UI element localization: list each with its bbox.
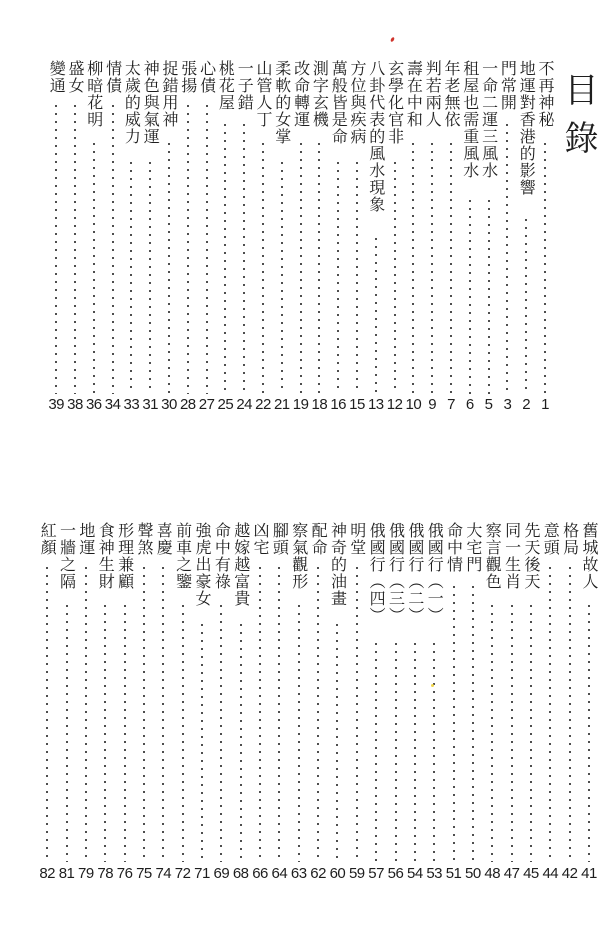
dot-leader [278,564,280,862]
toc-entry-title: 俄國行（二） [405,522,425,624]
toc-entry-title: 喜慶 [154,522,174,556]
dot-leader [259,564,261,862]
toc-entry[interactable] [292,60,310,415]
dot-leader [356,159,358,394]
dot-leader [162,564,164,862]
toc-entry-page-number: 66 [252,865,268,882]
toc-entry[interactable] [179,60,197,415]
dot-leader [375,640,377,862]
dot-leader [243,121,245,394]
toc-entry-page-number: 42 [561,865,578,882]
toc-entry[interactable] [445,522,463,884]
toc-entry-page-number: 27 [198,396,215,413]
toc-entry[interactable] [58,522,76,884]
toc-entry[interactable] [116,522,134,884]
toc-entry[interactable] [96,522,114,884]
toc-entry[interactable] [104,60,122,415]
dot-leader [224,121,226,394]
toc-entry-page-number: 50 [465,865,481,882]
toc-entry-page-number: 5 [484,396,493,413]
dot-leader [143,564,145,862]
toc-entry-title: 八卦代表的風水現象 [366,60,386,213]
toc-entry-page-number: 48 [484,865,501,882]
toc-entry-title: 察氣觀形 [289,522,309,590]
toc-entry-title: 壽在中和 [404,60,424,128]
toc-entry-title: 一命二運三風水 [479,60,499,179]
toc-entry-page-number: 10 [405,396,422,413]
toc-entry-title: 俄國行（三） [386,522,406,624]
toc-entry-title: 情債 [103,60,123,94]
toc-entry[interactable] [348,60,366,415]
dot-leader [46,564,48,862]
dot-leader [356,564,358,862]
toc-entry-page-number: 81 [58,865,75,882]
toc-entry-title: 明堂 [347,522,367,556]
dot-leader [336,621,338,862]
toc-entry[interactable] [387,522,405,884]
toc-entry-page-number: 22 [255,396,271,413]
toc-entry-title: 盛女 [66,60,85,94]
dot-leader [433,640,435,862]
toc-entry-page-number: 18 [311,396,328,413]
toc-entry-title: 聲煞 [134,522,154,556]
toc-entry-page-number: 15 [349,396,365,413]
toc-entry-page-number: 56 [387,865,404,882]
toc-entry-page-number: 39 [48,396,65,413]
red-ink-speck [390,37,395,43]
toc-entry-page-number: 60 [329,865,346,882]
toc-entry-page-number: 31 [142,396,159,413]
toc-entry-title: 方位與疾病 [348,60,367,145]
toc-entry-page-number: 21 [273,396,290,413]
toc-entry-page-number: 3 [503,396,512,413]
toc-entry[interactable] [329,60,347,415]
dot-leader [240,621,242,862]
toc-entry-title: 門常開 [498,60,518,111]
toc-entry-title: 桃花屋 [216,60,236,111]
dot-leader [168,140,170,394]
toc-entry-title: 配命 [309,522,329,556]
toc-entry-title: 租屋也需重風水 [460,60,480,179]
toc-entry-page-number: 19 [292,396,309,413]
toc-entry-page-number: 30 [161,396,177,413]
toc-entry[interactable] [254,60,272,415]
dot-leader [530,602,532,862]
toc-entry-page-number: 57 [368,865,384,882]
toc-entry[interactable] [503,522,521,884]
toc-entry[interactable] [216,60,234,415]
toc-entry-page-number: 72 [174,865,191,882]
toc-entry[interactable] [461,60,479,415]
toc-entry[interactable] [498,60,516,415]
dot-leader [66,602,68,862]
toc-entry-title: 萬般皆是命 [329,60,349,145]
toc-entry[interactable] [367,60,385,415]
toc-entry-title: 同一生肖 [502,522,522,590]
toc-entry-page-number: 41 [581,865,597,882]
toc-entry-title: 神色與氣運 [141,60,161,145]
toc-entry-title: 改命轉運 [291,60,311,128]
toc-entry[interactable] [174,522,192,884]
toc-entry[interactable] [423,60,441,415]
dot-leader [298,602,300,862]
dot-leader [281,159,283,394]
toc-entry-title: 越嫁越富貴 [231,522,251,607]
dot-leader [262,140,264,394]
toc-entry-title: 張揚 [178,60,198,94]
toc-entry[interactable] [154,522,172,884]
toc-entry-page-number: 6 [465,396,474,413]
toc-entry-page-number: 79 [78,865,94,882]
toc-entry-title: 判若兩人 [423,60,443,128]
dot-leader [450,140,452,394]
dot-leader [187,102,189,394]
toc-entry-page-number: 7 [447,396,455,413]
toc-entry-title: 命中有祿 [212,522,232,590]
toc-entry[interactable] [38,522,56,884]
dot-leader [337,159,339,394]
toc-entry-title: 形理兼顧 [115,522,135,590]
toc-entry-page-number: 47 [503,865,520,882]
toc-entry[interactable] [232,522,250,884]
yellow-ink-speck [431,684,434,687]
toc-entry[interactable] [464,522,482,884]
toc-entry-page-number: 71 [194,865,210,882]
dot-leader [375,235,377,394]
toc-entry[interactable] [160,60,178,415]
dot-leader [506,121,508,394]
dot-leader [412,140,414,394]
toc-entry[interactable] [425,522,443,884]
toc-entry-page-number: 59 [348,865,365,882]
toc-entry-page-number: 53 [426,865,443,882]
toc-entry[interactable] [386,60,404,415]
toc-entry-page-number: 38 [67,396,83,413]
toc-entry-title: 地運 [76,522,96,556]
toc-entry-title: 太歲的威力 [122,60,142,145]
toc-entry-page-number: 36 [85,396,102,413]
toc-entry-page-number: 75 [136,865,152,882]
toc-entry[interactable] [348,522,366,884]
toc-entry-page-number: 1 [541,396,549,413]
toc-entry-page-number: 64 [271,865,288,882]
dot-leader [588,602,590,862]
dot-leader [55,102,57,394]
dot-leader [472,583,474,862]
toc-entry-title: 凶宅 [251,522,271,556]
toc-entry-page-number: 68 [232,865,249,882]
toc-entry-page-number: 28 [179,396,196,413]
toc-entry-page-number: 69 [213,865,230,882]
toc-entry[interactable] [122,60,140,415]
toc-entry-page-number: 76 [116,865,133,882]
toc-entry-title: 心債 [197,60,217,94]
toc-entry[interactable] [212,522,230,884]
toc-entry-page-number: 44 [542,865,559,882]
toc-entry[interactable] [328,522,346,884]
toc-entry[interactable] [483,522,501,884]
dot-leader [318,140,320,394]
toc-entry-page-number: 33 [123,396,140,413]
dot-leader [112,102,114,394]
dot-leader [395,640,397,862]
dot-leader [491,602,493,862]
toc-entry-title: 食神生財 [96,522,116,590]
toc-entry-title: 柔軟的女掌 [272,60,292,145]
dot-leader [549,564,551,862]
dot-leader [124,602,126,862]
toc-entry-page-number: 16 [330,396,347,413]
toc-entry[interactable] [517,60,535,415]
toc-entry[interactable] [77,522,95,884]
toc-entry[interactable] [270,522,288,884]
toc-entry-title: 命中情 [444,522,464,573]
toc-entry[interactable] [193,522,211,884]
toc-entry[interactable] [480,60,498,415]
toc-entry[interactable] [47,60,65,415]
toc-entry[interactable] [522,522,540,884]
toc-entry-title: 一子錯 [235,60,255,111]
toc-entry-page-number: 74 [155,865,172,882]
toc-entry-page-number: 2 [522,396,531,413]
dot-leader [317,564,319,862]
toc-entry[interactable] [198,60,216,415]
toc-entry-title: 前車之鑒 [173,522,193,590]
toc-entry-title: 年老無依 [442,60,461,128]
dot-leader [394,159,396,394]
toc-entry[interactable] [561,522,579,884]
toc-entry-title: 俄國行（一） [425,522,445,624]
toc-entry[interactable] [310,60,328,415]
toc-entry-page-number: 62 [310,865,326,882]
toc-entry-page-number: 12 [386,396,403,413]
dot-leader [544,140,546,394]
toc-entry[interactable] [235,60,253,415]
toc-entry-page-number: 54 [407,865,423,882]
toc-entry-title: 俄國行（四） [367,522,387,624]
toc-entry-page-number: 24 [236,396,253,413]
toc-entry[interactable] [135,522,153,884]
toc-entry[interactable] [273,60,291,415]
toc-entry[interactable] [141,60,159,415]
toc-entry-title: 意頭 [541,522,561,556]
dot-leader [569,564,571,862]
dot-leader [431,140,433,394]
toc-entry-page-number: 78 [97,865,114,882]
toc-entry[interactable] [309,522,327,884]
toc-entry-page-number: 51 [445,865,462,882]
dot-leader [201,621,203,862]
toc-entry[interactable] [406,522,424,884]
toc-entry-title: 不再神秘 [536,60,555,128]
dot-leader [220,602,222,862]
toc-entry-title: 柳暗花明 [84,60,104,128]
dot-leader [130,159,132,394]
toc-entry[interactable] [251,522,269,884]
toc-entry-title: 紅顏 [38,522,58,556]
dot-leader [206,102,208,394]
toc-entry-title: 神奇的油畫 [328,522,348,607]
dot-leader [414,640,416,862]
toc-entry[interactable] [442,60,460,415]
dot-leader [300,140,302,394]
toc-entry-title: 玄學化官非 [385,60,405,145]
dot-leader [74,102,76,394]
toc-entry-title: 舊城故人 [580,522,599,590]
toc-entry[interactable] [536,60,554,415]
toc-entry-title: 格局 [560,522,580,556]
toc-entry-page-number: 13 [367,396,384,413]
toc-entry[interactable] [290,522,308,884]
toc-entry[interactable] [85,60,103,415]
toc-entry[interactable] [66,60,84,415]
toc-entry-title: 強虎出豪女 [193,522,212,607]
dot-leader [149,159,151,394]
toc-entry-title: 先天後天 [521,522,541,590]
dot-leader [525,216,527,394]
dot-leader [182,602,184,862]
toc-title: 目錄 [558,72,598,168]
dot-leader [93,140,95,394]
toc-entry-title: 捉錯用神 [160,60,179,128]
toc-entry-title: 地運對香港的影響 [517,60,537,196]
dot-leader [488,197,490,394]
dot-leader [511,602,513,862]
dot-leader [104,602,106,862]
toc-entry[interactable] [404,60,422,415]
toc-entry-page-number: 82 [39,865,56,882]
toc-entry-title: 變通 [47,60,67,94]
toc-entry[interactable] [367,522,385,884]
dot-leader [85,564,87,862]
toc-entry-page-number: 45 [523,865,539,882]
toc-entry-page-number: 63 [290,865,307,882]
toc-entry[interactable] [541,522,559,884]
toc-entry-title: 一牆之隔 [57,522,77,590]
toc-entry-title: 大宅門 [463,522,483,573]
dot-leader [453,583,455,862]
toc-entry-title: 腳頭 [270,522,290,556]
toc-entry[interactable] [580,522,598,884]
toc-entry-title: 山管人丁 [254,60,273,128]
toc-entry-page-number: 9 [428,396,437,413]
toc-entry-title: 測字玄機 [310,60,330,128]
toc-entry-page-number: 34 [104,396,121,413]
dot-leader [469,197,471,394]
toc-entry-page-number: 25 [217,396,234,413]
toc-entry-title: 察言觀色 [483,522,503,590]
